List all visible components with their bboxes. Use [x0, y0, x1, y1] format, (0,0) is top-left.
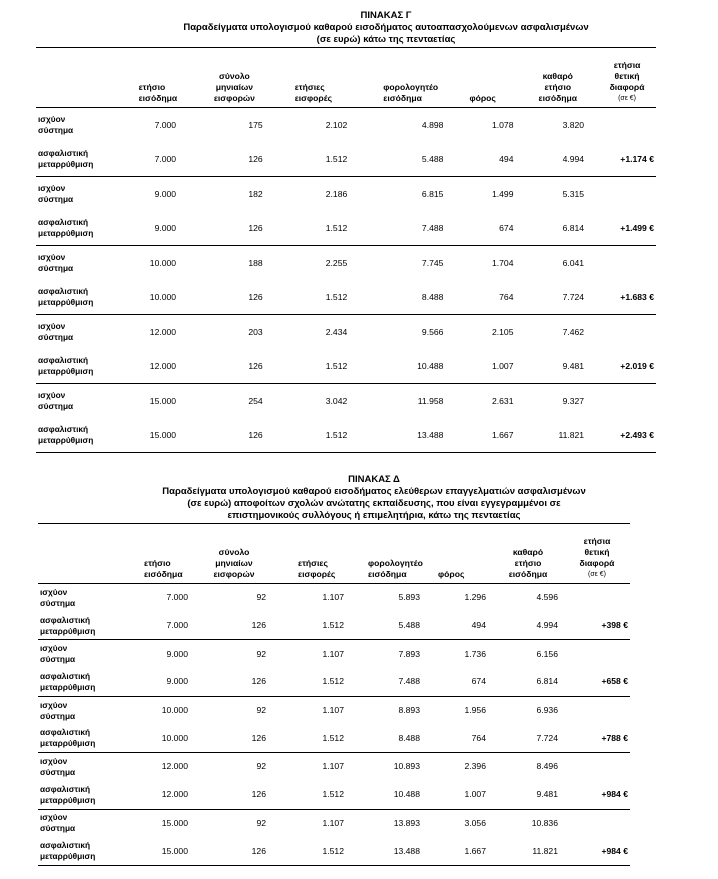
cell-net: 6.156 — [536, 648, 558, 659]
cell-monthly-contrib: 126 — [248, 222, 263, 233]
cell-annual-contrib: 1.512 — [322, 676, 344, 687]
cell-annual-income: 10.000 — [149, 291, 177, 302]
cell-tax: 494 — [471, 620, 486, 631]
table-row — [38, 753, 630, 781]
cell-diff — [564, 584, 630, 612]
cell-annual-contrib: 1.512 — [325, 153, 348, 164]
row-label: ισχύον σύστημα — [38, 183, 74, 204]
table-row — [36, 315, 656, 350]
cell-annual-contrib: 1.107 — [322, 817, 344, 828]
row-label: ασφαλιστική μεταρρύθμιση — [38, 424, 94, 445]
table-row — [38, 612, 630, 640]
cell-taxable: 11.958 — [417, 395, 444, 406]
cell-diff: +1.683 € — [620, 291, 654, 302]
cell-annual-contrib: 1.107 — [322, 648, 344, 659]
cell-diff — [598, 246, 656, 281]
table-row — [36, 246, 656, 281]
cell-annual-contrib: 1.512 — [325, 291, 348, 302]
cell-monthly-contrib: 126 — [251, 620, 266, 631]
table-row — [36, 418, 656, 453]
cell-diff: +658 € — [601, 676, 628, 687]
cell-diff — [564, 809, 630, 837]
cell-monthly-contrib: 182 — [248, 188, 263, 199]
cell-annual-income: 12.000 — [149, 326, 177, 337]
table-d-title — [118, 474, 630, 522]
table-row — [38, 809, 630, 837]
cell-tax: 1.667 — [464, 845, 486, 856]
header-label — [36, 48, 117, 108]
cell-tax: 1.704 — [491, 257, 514, 268]
row-label: ισχύον σύστημα — [38, 390, 74, 411]
cell-tax: 494 — [499, 153, 514, 164]
header-monthly-contrib: σύνολο μηνιαίων εισφορών — [213, 547, 255, 579]
cell-diff: +1.499 € — [620, 222, 654, 233]
cell-annual-income: 9.000 — [154, 188, 177, 199]
cell-monthly-contrib: 175 — [248, 119, 263, 130]
cell-diff — [564, 753, 630, 781]
cell-annual-income: 10.000 — [161, 732, 188, 743]
cell-monthly-contrib: 92 — [256, 592, 266, 603]
cell-tax: 674 — [471, 676, 486, 687]
table-d — [38, 523, 630, 866]
cell-taxable: 5.893 — [398, 592, 420, 603]
cell-annual-contrib: 1.512 — [322, 620, 344, 631]
cell-net: 11.821 — [558, 429, 585, 440]
cell-net: 5.315 — [562, 188, 585, 199]
cell-diff — [598, 315, 656, 350]
header-annual-contrib: ετήσιες εισφορές — [298, 558, 336, 579]
cell-tax: 2.105 — [491, 326, 514, 337]
cell-tax: 2.396 — [464, 761, 486, 772]
cell-annual-income: 12.000 — [161, 761, 188, 772]
table-row — [38, 668, 630, 696]
row-label: ασφαλιστική μεταρρύθμιση — [40, 727, 96, 749]
row-label: ασφαλιστική μεταρρύθμιση — [38, 148, 94, 169]
table-d-header-row — [38, 524, 630, 584]
cell-net: 4.994 — [536, 620, 558, 631]
table-d-title-line3: (σε ευρώ) αποφοίτων σχολών ανώτατης εκπαίδευσης, που είναι εγγεγραμμένοι σε — [187, 498, 561, 509]
header-label — [38, 524, 118, 584]
cell-net: 7.724 — [536, 732, 558, 743]
cell-tax: 1.007 — [464, 789, 486, 800]
cell-monthly-contrib: 254 — [248, 395, 263, 406]
table-d-block — [38, 474, 630, 866]
cell-net: 9.481 — [536, 789, 558, 800]
cell-annual-income: 15.000 — [149, 429, 177, 440]
cell-annual-income: 9.000 — [166, 648, 188, 659]
cell-taxable: 7.488 — [421, 222, 444, 233]
cell-tax: 1.667 — [491, 429, 514, 440]
cell-annual-income: 10.000 — [149, 257, 177, 268]
cell-diff — [564, 640, 630, 668]
cell-annual-income: 7.000 — [166, 592, 188, 603]
table-row — [36, 211, 656, 246]
cell-diff: +788 € — [601, 732, 628, 743]
row-label: ασφαλιστική μεταρρύθμιση — [38, 286, 94, 307]
cell-monthly-contrib: 126 — [251, 732, 266, 743]
cell-monthly-contrib: 126 — [248, 291, 263, 302]
cell-diff: +398 € — [601, 620, 628, 631]
cell-tax: 2.631 — [491, 395, 514, 406]
header-annual-contrib: ετήσιες εισφορές — [294, 82, 333, 103]
cell-net: 8.496 — [536, 761, 558, 772]
cell-monthly-contrib: 126 — [248, 360, 263, 371]
cell-annual-income: 9.000 — [154, 222, 177, 233]
table-row — [38, 781, 630, 809]
cell-tax: 1.007 — [491, 360, 514, 371]
table-d-title-line2: Παραδείγματα υπολογισμού καθαρού εισοδήματος ελεύθερων επαγγελματιών ασφαλισμένων — [162, 486, 586, 497]
cell-diff — [598, 177, 656, 212]
cell-tax: 764 — [499, 291, 514, 302]
cell-taxable: 7.893 — [398, 648, 420, 659]
cell-taxable: 7.488 — [398, 676, 420, 687]
row-label: ασφαλιστική μεταρρύθμιση — [40, 670, 96, 692]
cell-taxable: 8.488 — [398, 732, 420, 743]
table-row — [36, 280, 656, 315]
cell-taxable: 10.488 — [417, 360, 444, 371]
cell-net: 4.596 — [536, 592, 558, 603]
cell-taxable: 9.566 — [421, 326, 444, 337]
row-label: ισχύον σύστημα — [40, 586, 76, 608]
row-label: ισχύον σύστημα — [38, 252, 74, 273]
table-g-block — [36, 10, 656, 453]
cell-taxable: 7.745 — [421, 257, 444, 268]
row-label: ισχύον σύστημα — [40, 699, 76, 721]
cell-net: 6.936 — [536, 705, 558, 716]
cell-monthly-contrib: 126 — [248, 153, 263, 164]
cell-taxable: 8.488 — [421, 291, 444, 302]
cell-annual-income: 15.000 — [161, 817, 188, 828]
cell-annual-income: 7.000 — [154, 119, 177, 130]
cell-net: 6.041 — [562, 257, 585, 268]
cell-annual-income: 9.000 — [166, 676, 188, 687]
cell-tax: 1.499 — [491, 188, 514, 199]
cell-taxable: 5.488 — [421, 153, 444, 164]
header-annual-income: ετήσιο εισόδημα — [144, 558, 183, 579]
cell-annual-contrib: 3.042 — [325, 395, 348, 406]
cell-annual-contrib: 2.186 — [325, 188, 348, 199]
cell-tax: 3.056 — [464, 817, 486, 828]
cell-monthly-contrib: 92 — [256, 761, 266, 772]
row-label: ασφαλιστική μεταρρύθμιση — [40, 614, 96, 636]
cell-annual-contrib: 1.512 — [322, 845, 344, 856]
cell-annual-contrib: 1.107 — [322, 761, 344, 772]
header-taxable: φορολογητέο εισόδημα — [383, 82, 439, 103]
header-net: καθαρό ετήσιο εισόδημα — [538, 71, 578, 103]
cell-monthly-contrib: 126 — [251, 845, 266, 856]
cell-net: 9.327 — [562, 395, 585, 406]
cell-monthly-contrib: 92 — [256, 817, 266, 828]
header-diff: ετήσια θετική διαφορά (σε €) — [579, 536, 615, 578]
cell-monthly-contrib: 126 — [251, 789, 266, 800]
row-label: ασφαλιστική μεταρρύθμιση — [38, 355, 94, 376]
cell-diff — [598, 108, 656, 143]
cell-annual-contrib: 2.102 — [325, 119, 348, 130]
cell-monthly-contrib: 92 — [256, 705, 266, 716]
table-row — [38, 724, 630, 752]
cell-annual-contrib: 1.512 — [325, 222, 348, 233]
table-row — [38, 837, 630, 865]
header-taxable: φορολογητέο εισόδημα — [368, 558, 423, 579]
cell-taxable: 13.488 — [393, 845, 420, 856]
header-tax: φόρος — [469, 93, 496, 103]
table-g-title — [116, 10, 656, 46]
cell-annual-income: 15.000 — [149, 395, 177, 406]
header-diff: ετήσια θετική διαφορά (σε €) — [609, 60, 645, 102]
table-g-title-line3: (σε ευρώ) κάτω της πενταετίας — [316, 34, 456, 45]
cell-annual-income: 7.000 — [166, 620, 188, 631]
cell-net: 10.836 — [531, 817, 558, 828]
table-row — [36, 349, 656, 384]
table-row — [38, 696, 630, 724]
cell-monthly-contrib: 203 — [248, 326, 263, 337]
header-annual-income: ετήσιο εισόδημα — [138, 82, 178, 103]
cell-tax: 674 — [499, 222, 514, 233]
cell-annual-income: 12.000 — [161, 789, 188, 800]
cell-annual-contrib: 1.512 — [322, 789, 344, 800]
cell-taxable: 13.893 — [393, 817, 420, 828]
cell-net: 6.814 — [536, 676, 558, 687]
cell-net: 7.724 — [562, 291, 585, 302]
table-g — [36, 47, 656, 453]
cell-taxable: 4.898 — [421, 119, 444, 130]
cell-taxable: 8.893 — [398, 705, 420, 716]
table-d-title-line1: ΠΙΝΑΚΑΣ Δ — [348, 474, 400, 485]
table-d-title-line4: επιστημονικούς συλλόγους ή επιμελητήρια, κάτω της πενταετίας — [227, 510, 521, 521]
cell-diff: +2.493 € — [620, 429, 654, 440]
table-row — [36, 384, 656, 419]
cell-tax: 1.736 — [464, 648, 486, 659]
cell-diff: +2.019 € — [620, 360, 654, 371]
cell-annual-income: 10.000 — [161, 705, 188, 716]
cell-diff — [598, 384, 656, 419]
cell-annual-contrib: 2.255 — [325, 257, 348, 268]
cell-annual-income: 7.000 — [154, 153, 177, 164]
cell-tax: 1.956 — [464, 705, 486, 716]
header-net: καθαρό ετήσιο εισόδημα — [508, 547, 548, 579]
header-monthly-contrib: σύνολο μηνιαίων εισφορών — [213, 71, 255, 103]
cell-annual-contrib: 1.107 — [322, 592, 344, 603]
row-label: ισχύον σύστημα — [40, 643, 76, 665]
cell-monthly-contrib: 126 — [248, 429, 263, 440]
cell-diff: +984 € — [601, 789, 628, 800]
cell-diff: +1.174 € — [620, 153, 654, 164]
cell-net: 6.814 — [562, 222, 585, 233]
cell-net: 11.821 — [532, 845, 558, 856]
row-label: ισχύον σύστημα — [40, 755, 76, 777]
cell-taxable: 13.488 — [417, 429, 444, 440]
cell-monthly-contrib: 188 — [248, 257, 263, 268]
table-row — [38, 640, 630, 668]
cell-taxable: 10.488 — [393, 789, 420, 800]
table-row — [38, 584, 630, 612]
cell-taxable: 10.893 — [393, 761, 420, 772]
cell-annual-income: 15.000 — [161, 845, 188, 856]
cell-annual-contrib: 1.512 — [325, 429, 348, 440]
cell-annual-contrib: 1.512 — [325, 360, 348, 371]
cell-taxable: 6.815 — [421, 188, 444, 199]
cell-diff: +984 € — [601, 845, 628, 856]
row-label: ισχύον σύστημα — [38, 114, 74, 135]
table-row — [36, 177, 656, 212]
row-label: ασφαλιστική μεταρρύθμιση — [40, 840, 96, 862]
cell-monthly-contrib: 126 — [251, 676, 266, 687]
table-g-title-line2: Παραδείγματα υπολογισμού καθαρού εισοδήματος αυτοαπασχολούμενων ασφαλισμένων — [183, 22, 589, 33]
cell-annual-income: 12.000 — [149, 360, 177, 371]
cell-net: 9.481 — [562, 360, 585, 371]
row-label: ισχύον σύστημα — [40, 812, 76, 834]
table-row — [36, 142, 656, 177]
cell-monthly-contrib: 92 — [256, 648, 266, 659]
row-label: ισχύον σύστημα — [38, 321, 74, 342]
table-row — [36, 108, 656, 143]
cell-taxable: 5.488 — [398, 620, 420, 631]
cell-tax: 1.296 — [464, 592, 486, 603]
header-tax: φόρος — [438, 569, 465, 579]
cell-net: 3.820 — [562, 119, 585, 130]
cell-tax: 1.078 — [491, 119, 514, 130]
cell-diff — [564, 696, 630, 724]
row-label: ασφαλιστική μεταρρύθμιση — [40, 783, 96, 805]
cell-annual-contrib: 1.107 — [322, 705, 344, 716]
cell-net: 7.462 — [562, 326, 585, 337]
cell-tax: 764 — [471, 732, 486, 743]
table-g-title-line1: ΠΙΝΑΚΑΣ Γ — [360, 10, 412, 21]
table-g-header-row — [36, 48, 656, 108]
cell-net: 4.994 — [562, 153, 585, 164]
cell-annual-contrib: 1.512 — [322, 732, 344, 743]
cell-annual-contrib: 2.434 — [325, 326, 348, 337]
row-label: ασφαλιστική μεταρρύθμιση — [38, 217, 94, 238]
